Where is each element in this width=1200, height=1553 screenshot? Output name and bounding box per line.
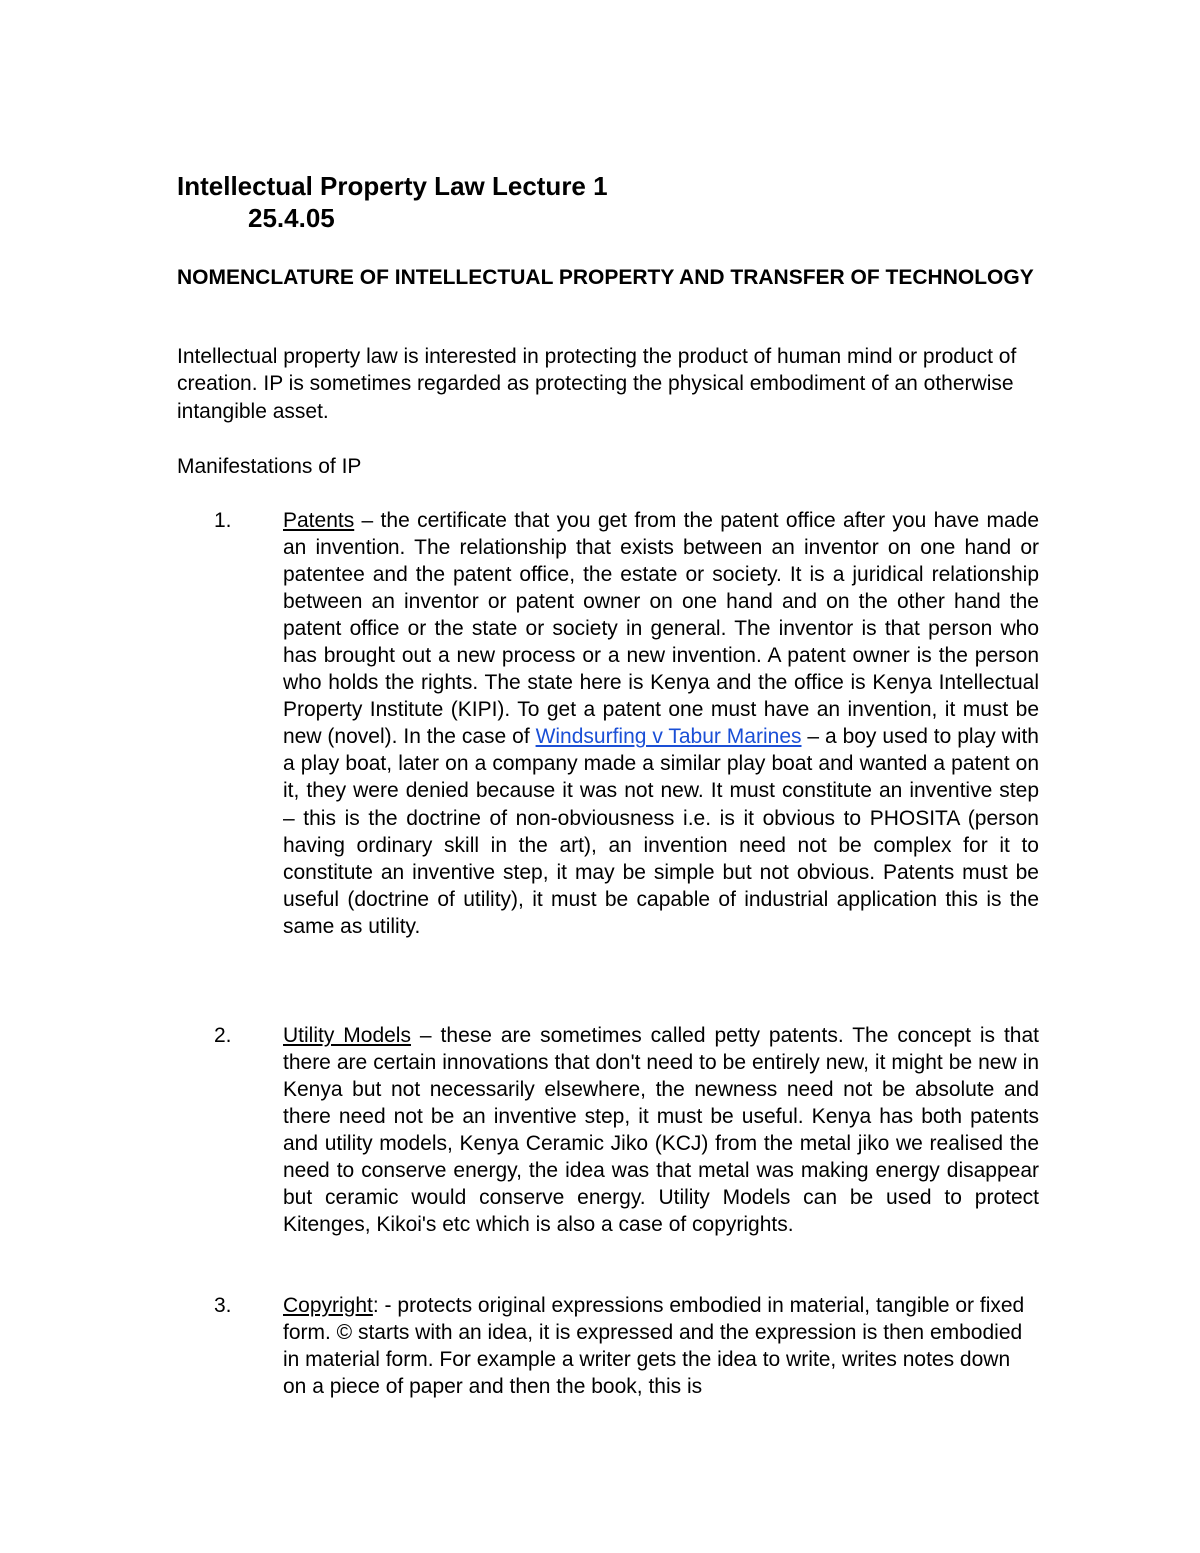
- section-heading: NOMENCLATURE OF INTELLECTUAL PROPERTY AND TRANSFER OF TECHNOLOGY: [177, 266, 1034, 289]
- case-link-windsurfing[interactable]: Windsurfing v Tabur Marines: [535, 725, 802, 749]
- term-patents: Patents: [283, 509, 355, 532]
- list-item-number: 3.: [214, 1294, 232, 1317]
- utility-models-text: – these are sometimes called petty patents. The concept is that there are certain innovations that don't need to be entirely new, it might be new in Kenya but not necessarily elsewhere, the newness need not be absolute and there need not be an inventive step, it must be useful. Kenya has both patents and utility models, Kenya Ceramic Jiko (KCJ) from the metal jiko we realised the need to conserve energy, the idea was that metal was making energy disappear but ceramic would conserve energy. Utility Models can be used to protect Kitenges, Kikoi's etc which is also a case of copyrights.: [283, 1024, 1039, 1237]
- list-item-text: [283, 1292, 1039, 1400]
- list-item-number: 1.: [214, 509, 232, 532]
- intro-paragraph: Intellectual property law is interested in protecting the product of human mind or product of creation. IP is sometimes regarded as protecting the physical embodiment of an otherwise intangible asset.: [177, 345, 1017, 423]
- document-title: Intellectual Property Law Lecture 1: [177, 171, 608, 201]
- copyright-text: : - protects original expressions embodied in material, tangible or fixed form. © starts with an idea, it is expressed and the expression is then embodied in material form. For example a writer gets the idea to write, writes notes down on a piece of paper and then the book, this is: [283, 1294, 1025, 1399]
- list-item-number: 2.: [214, 1024, 232, 1047]
- list-item-text: [283, 1022, 1039, 1238]
- manifestations-label: Manifestations of IP: [177, 455, 362, 478]
- term-utility-models: Utility Models: [283, 1024, 411, 1047]
- patents-text-part-2: – a boy used to play with a play boat, later on a company made a similar play boat and wanted a patent on it, they were denied because it was not new. It must constitute an inventive step – this is the doctrine of non-obviousness i.e. is it obvious to PHOSITA (person having ordinary skill in the art), an invention need not be complex for it to constitute an inventive step, it may be simple but not obvious. Patents must be useful (doctrine of utility), it must be capable of industrial application this is the same as utility.: [283, 725, 1039, 938]
- term-copyright: Copyright: [283, 1294, 373, 1317]
- patents-text-part-1: – the certificate that you get from the patent office after you have made an invention. The relationship that exists between an inventor on one hand or patentee and the patent office, the estate or society. It is a juridical relationship between an inventor or patent owner on one hand and on the other hand the patent office or the state or society in general. The inventor is that person who has brought out a new process or a new invention. A patent owner is the person who holds the rights. The state here is Kenya and the office is Kenya Intellectual Property Institute (KIPI). To get a patent one must have an invention, it must be new (novel). In the case of: [283, 509, 1039, 749]
- list-item-text: [283, 507, 1039, 940]
- lecture-date: 25.4.05: [248, 203, 335, 233]
